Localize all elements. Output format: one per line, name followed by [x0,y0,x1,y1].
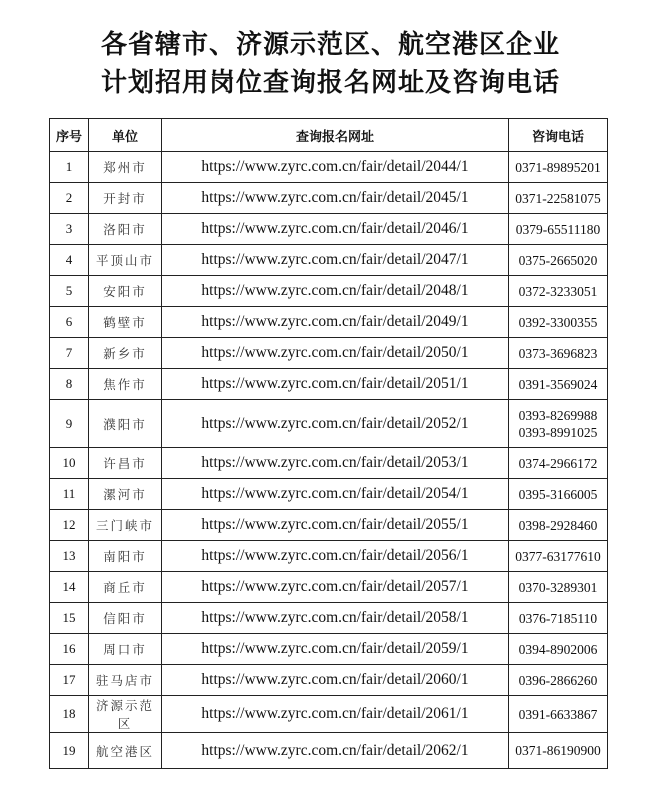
row-unit: 漯河市 [89,479,162,510]
row-phone [509,696,608,733]
row-index: 11 [50,479,89,510]
row-phone [509,448,608,479]
recruitment-table [49,118,608,769]
row-url-link[interactable]: https://www.zyrc.com.cn/fair/detail/2052/1 [162,400,509,448]
row-phone [509,369,608,400]
phone-number: 0371-89895201 [515,159,601,175]
table-row [50,479,608,510]
phone-number: 0393-8991025 [518,424,598,440]
phone-number: 0391-6633867 [518,706,598,722]
table-row [50,214,608,245]
table-row [50,696,608,733]
row-unit: 郑州市 [89,152,162,183]
table-row [50,307,608,338]
row-phone [509,665,608,696]
phone-number: 0373-3696823 [518,345,598,361]
row-phone [509,541,608,572]
row-unit: 驻马店市 [89,665,162,696]
row-url-link[interactable]: https://www.zyrc.com.cn/fair/detail/2058/1 [162,603,509,634]
row-unit: 濮阳市 [89,400,162,448]
row-url-link[interactable]: https://www.zyrc.com.cn/fair/detail/2059/1 [162,634,509,665]
row-url-link[interactable]: https://www.zyrc.com.cn/fair/detail/2053/1 [162,448,509,479]
phone-number: 0398-2928460 [518,517,598,533]
row-index: 6 [50,307,89,338]
row-index: 4 [50,245,89,276]
row-index: 9 [50,400,89,448]
row-unit: 商丘市 [89,572,162,603]
row-url-link[interactable]: https://www.zyrc.com.cn/fair/detail/2047/1 [162,245,509,276]
table-row [50,245,608,276]
row-unit: 三门峡市 [89,510,162,541]
table-row [50,276,608,307]
row-phone [509,634,608,665]
phone-number: 0394-8902006 [518,641,598,657]
row-index: 18 [50,696,89,733]
row-url-link[interactable]: https://www.zyrc.com.cn/fair/detail/2044/1 [162,152,509,183]
document-title-line-1: 各省辖市、济源示范区、航空港区企业 [100,30,560,60]
table-row [50,665,608,696]
row-index: 3 [50,214,89,245]
table-row [50,400,608,448]
table-row [50,510,608,541]
row-url-link[interactable]: https://www.zyrc.com.cn/fair/detail/2061/1 [162,696,509,733]
row-unit: 平顶山市 [89,245,162,276]
header-phone: 咨询电话 [509,119,608,152]
row-url-link[interactable]: https://www.zyrc.com.cn/fair/detail/2048/1 [162,276,509,307]
phone-number: 0375-2665020 [518,252,598,268]
row-phone [509,572,608,603]
row-unit: 鹤壁市 [89,307,162,338]
row-unit: 安阳市 [89,276,162,307]
row-index: 12 [50,510,89,541]
row-unit: 新乡市 [89,338,162,369]
phone-number: 0392-3300355 [518,314,598,330]
table-header-row [50,119,608,152]
table-row [50,338,608,369]
row-index: 14 [50,572,89,603]
row-phone [509,183,608,214]
phone-number: 0396-2866260 [518,672,598,688]
row-index: 2 [50,183,89,214]
row-phone [509,307,608,338]
phone-number: 0379-65511180 [515,221,601,237]
phone-number: 0377-63177610 [515,548,601,564]
row-phone [509,603,608,634]
row-unit: 南阳市 [89,541,162,572]
table-row [50,541,608,572]
phone-number: 0395-3166005 [518,486,598,502]
phone-number: 0376-7185110 [518,610,598,626]
row-url-link[interactable]: https://www.zyrc.com.cn/fair/detail/2050/1 [162,338,509,369]
row-unit: 周口市 [89,634,162,665]
row-phone [509,479,608,510]
row-url-link[interactable]: https://www.zyrc.com.cn/fair/detail/2056/1 [162,541,509,572]
row-unit: 航空港区 [89,733,162,769]
table-row [50,183,608,214]
phone-number: 0371-86190900 [515,743,601,758]
row-index: 16 [50,634,89,665]
row-url-link[interactable]: https://www.zyrc.com.cn/fair/detail/2057/1 [162,572,509,603]
row-unit: 焦作市 [89,369,162,400]
row-phone [509,276,608,307]
row-unit: 开封市 [89,183,162,214]
row-index: 1 [50,152,89,183]
phone-number: 0370-3289301 [518,579,598,595]
row-unit: 洛阳市 [89,214,162,245]
row-url-link[interactable]: https://www.zyrc.com.cn/fair/detail/2051/1 [162,369,509,400]
row-index: 10 [50,448,89,479]
table-row [50,572,608,603]
row-url-link[interactable]: https://www.zyrc.com.cn/fair/detail/2045/1 [162,183,509,214]
row-phone [509,338,608,369]
row-url-link[interactable]: https://www.zyrc.com.cn/fair/detail/2062/1 [162,733,509,769]
row-phone [509,510,608,541]
document-title-line-2: 计划招用岗位查询报名网址及咨询电话 [100,68,560,98]
row-url-link[interactable]: https://www.zyrc.com.cn/fair/detail/2055/1 [162,510,509,541]
phone-number: 0391-3569024 [518,376,598,392]
row-unit: 许昌市 [89,448,162,479]
row-index: 13 [50,541,89,572]
header-index: 序号 [50,119,89,152]
header-unit: 单位 [89,119,162,152]
row-url-link[interactable]: https://www.zyrc.com.cn/fair/detail/2049/1 [162,307,509,338]
row-index: 7 [50,338,89,369]
phone-number: 0374-2966172 [518,455,598,471]
row-phone [509,152,608,183]
row-index: 17 [50,665,89,696]
row-unit: 济源示范区 [89,696,162,733]
table-row [50,152,608,183]
row-index: 8 [50,369,89,400]
table-row [50,448,608,479]
row-unit: 信阳市 [89,603,162,634]
phone-number: 0372-3233051 [518,283,598,299]
row-phone [509,733,608,769]
phone-number: 0371-22581075 [515,190,601,206]
row-index: 5 [50,276,89,307]
row-phone [509,400,608,448]
row-phone [509,214,608,245]
row-url-link[interactable]: https://www.zyrc.com.cn/fair/detail/2060/1 [162,665,509,696]
phone-number: 0393-8269988 [518,407,598,423]
table-row [50,603,608,634]
table-row [50,634,608,665]
header-url: 查询报名网址 [162,119,509,152]
row-url-link[interactable]: https://www.zyrc.com.cn/fair/detail/2046/1 [162,214,509,245]
row-index: 15 [50,603,89,634]
row-index: 19 [50,733,89,769]
table-row [50,733,608,769]
row-url-link[interactable]: https://www.zyrc.com.cn/fair/detail/2054/1 [162,479,509,510]
table-row [50,369,608,400]
row-phone [509,245,608,276]
